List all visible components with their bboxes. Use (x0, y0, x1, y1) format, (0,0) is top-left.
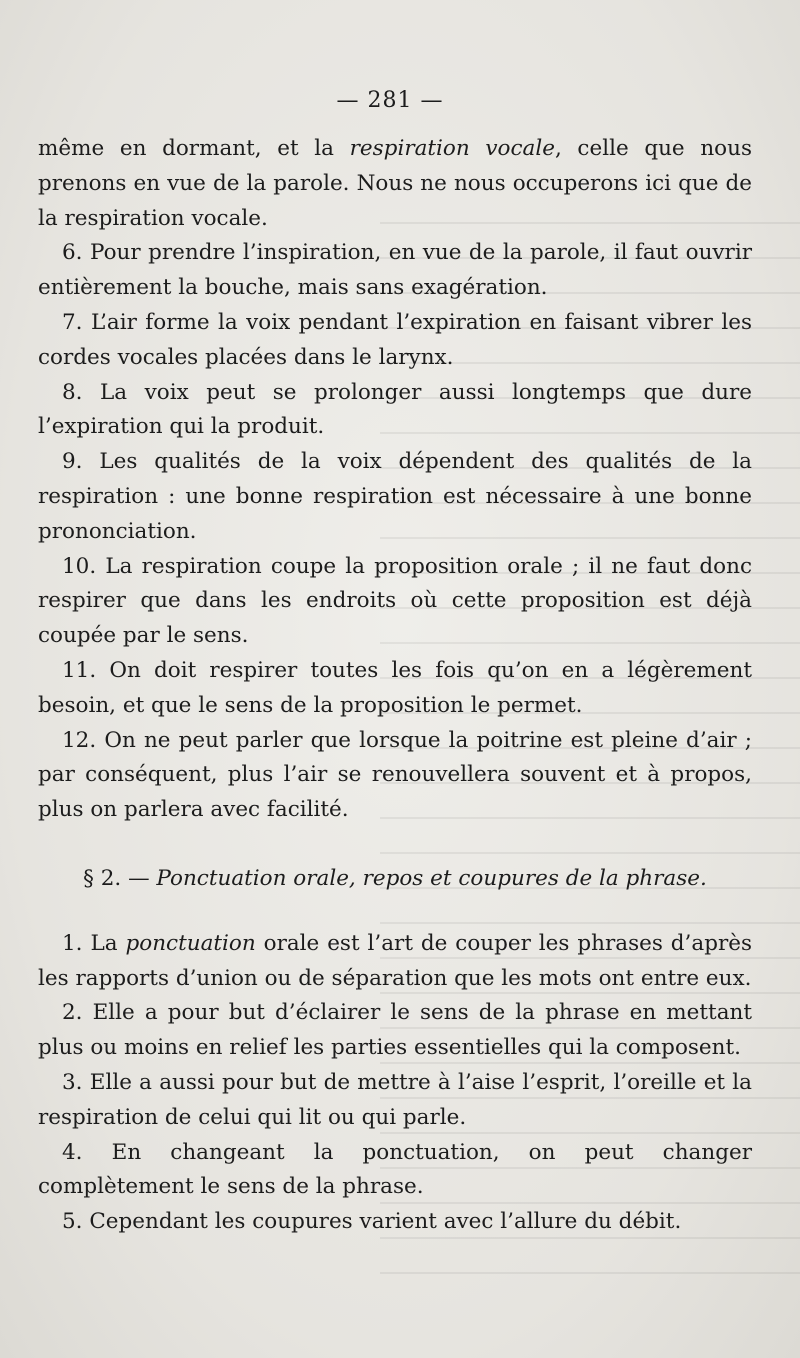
paragraph-p12 (38, 724, 752, 828)
paragraph-p9 (38, 445, 752, 549)
paragraph-number: 8. (62, 379, 83, 405)
paragraph-text: Elle a pour but d’éclairer le sens de la phrase en mettant plus ou moins en relief les parties essentielles qui la composent. (38, 1000, 752, 1061)
paragraph-text: L’air forme la voix pendant l’expiration en faisant vibrer les cordes vocales placées dans le larynx. (38, 309, 752, 370)
section-heading (38, 862, 752, 897)
paragraph-text: Les qualités de la voix dépendent des qualités de la respiration : une bonne respiration est nécessaire à une bonne prononciation. (38, 449, 752, 544)
paragraph-text: On ne peut parler que lorsque la poitrine est pleine d’air ; par conséquent, plus l’air se renouvellera souvent et à propos, plus on parlera avec facilité. (38, 727, 752, 823)
paragraphs-after-section (38, 927, 752, 1240)
paragraph-number: 6. (62, 240, 83, 266)
paragraph-number: 12. (62, 727, 97, 753)
paragraph-p11 (38, 654, 752, 724)
paragraph-number: 1. (62, 930, 83, 956)
paragraph-p6 (38, 236, 752, 306)
text-segment: même en dormant, et la (38, 136, 350, 161)
paragraph-p7 (38, 306, 752, 376)
text-segment: La (90, 930, 126, 956)
paragraph-number: 2. (62, 1000, 83, 1026)
body-text (38, 132, 752, 1240)
paragraph-p10 (38, 550, 752, 654)
paragraph-text: En changeant la ponctuation, on peut changer complètement le sens de la phrase. (38, 1139, 752, 1200)
paragraph-text: Elle a aussi pour but de mettre à l’aise l’esprit, l’oreille et la respiration de celui qui lit ou qui parle. (38, 1069, 752, 1130)
italic-term: respiration vocale (349, 136, 555, 161)
paragraph-text: Cependant les coupures varient avec l’allure du débit. (89, 1209, 682, 1235)
paragraph-text: On doit respirer toutes les fois qu’on en a légèrement besoin, et que le sens de la proposition le permet. (38, 657, 752, 718)
paragraph-number: 4. (62, 1139, 83, 1165)
paragraph-number: 11. (62, 657, 97, 683)
paragraph-text: La respiration coupe la proposition orale ; il ne faut donc respirer que dans les endroits où cette proposition est déjà coupée par le sens. (38, 553, 752, 649)
paragraph-s2 (38, 996, 752, 1066)
paragraph-number: 10. (62, 553, 97, 579)
paragraph-s4 (38, 1136, 752, 1206)
paragraph-number: 3. (62, 1069, 83, 1095)
text-segment: orale est l’art de couper les phrases d’après les rapports d’union ou de séparation que les mots ont entre eux. (38, 930, 752, 991)
paragraph-text: La voix peut se prolonger aussi longtemps que dure l’expiration qui la produit. (38, 379, 752, 440)
paragraph-s5 (38, 1205, 752, 1240)
paragraph-s1 (38, 927, 752, 997)
paragraph-s3 (38, 1066, 752, 1136)
page-number: — 281 — (336, 88, 444, 113)
paragraph-text: Pour prendre l’inspiration, en vue de la parole, il faut ouvrir entièrement la bouche, mais sans exagération. (38, 240, 752, 301)
paragraphs-before-section (38, 132, 752, 828)
text-segment: , celle que nous prenons en vue de la parole. Nous ne nous occuperons ici que de la respiration vocale. (38, 136, 752, 231)
section-title: Ponctuation orale, repos et coupures de la phrase. (156, 865, 707, 891)
italic-term: ponctuation (125, 930, 256, 956)
paragraph-number: 5. (62, 1209, 83, 1235)
paragraph-number: 7. (62, 309, 83, 335)
paragraph-cont (38, 132, 752, 236)
paragraph-p8 (38, 376, 752, 446)
paragraph-number: 9. (62, 449, 83, 475)
section-label: § 2. — (83, 865, 150, 891)
